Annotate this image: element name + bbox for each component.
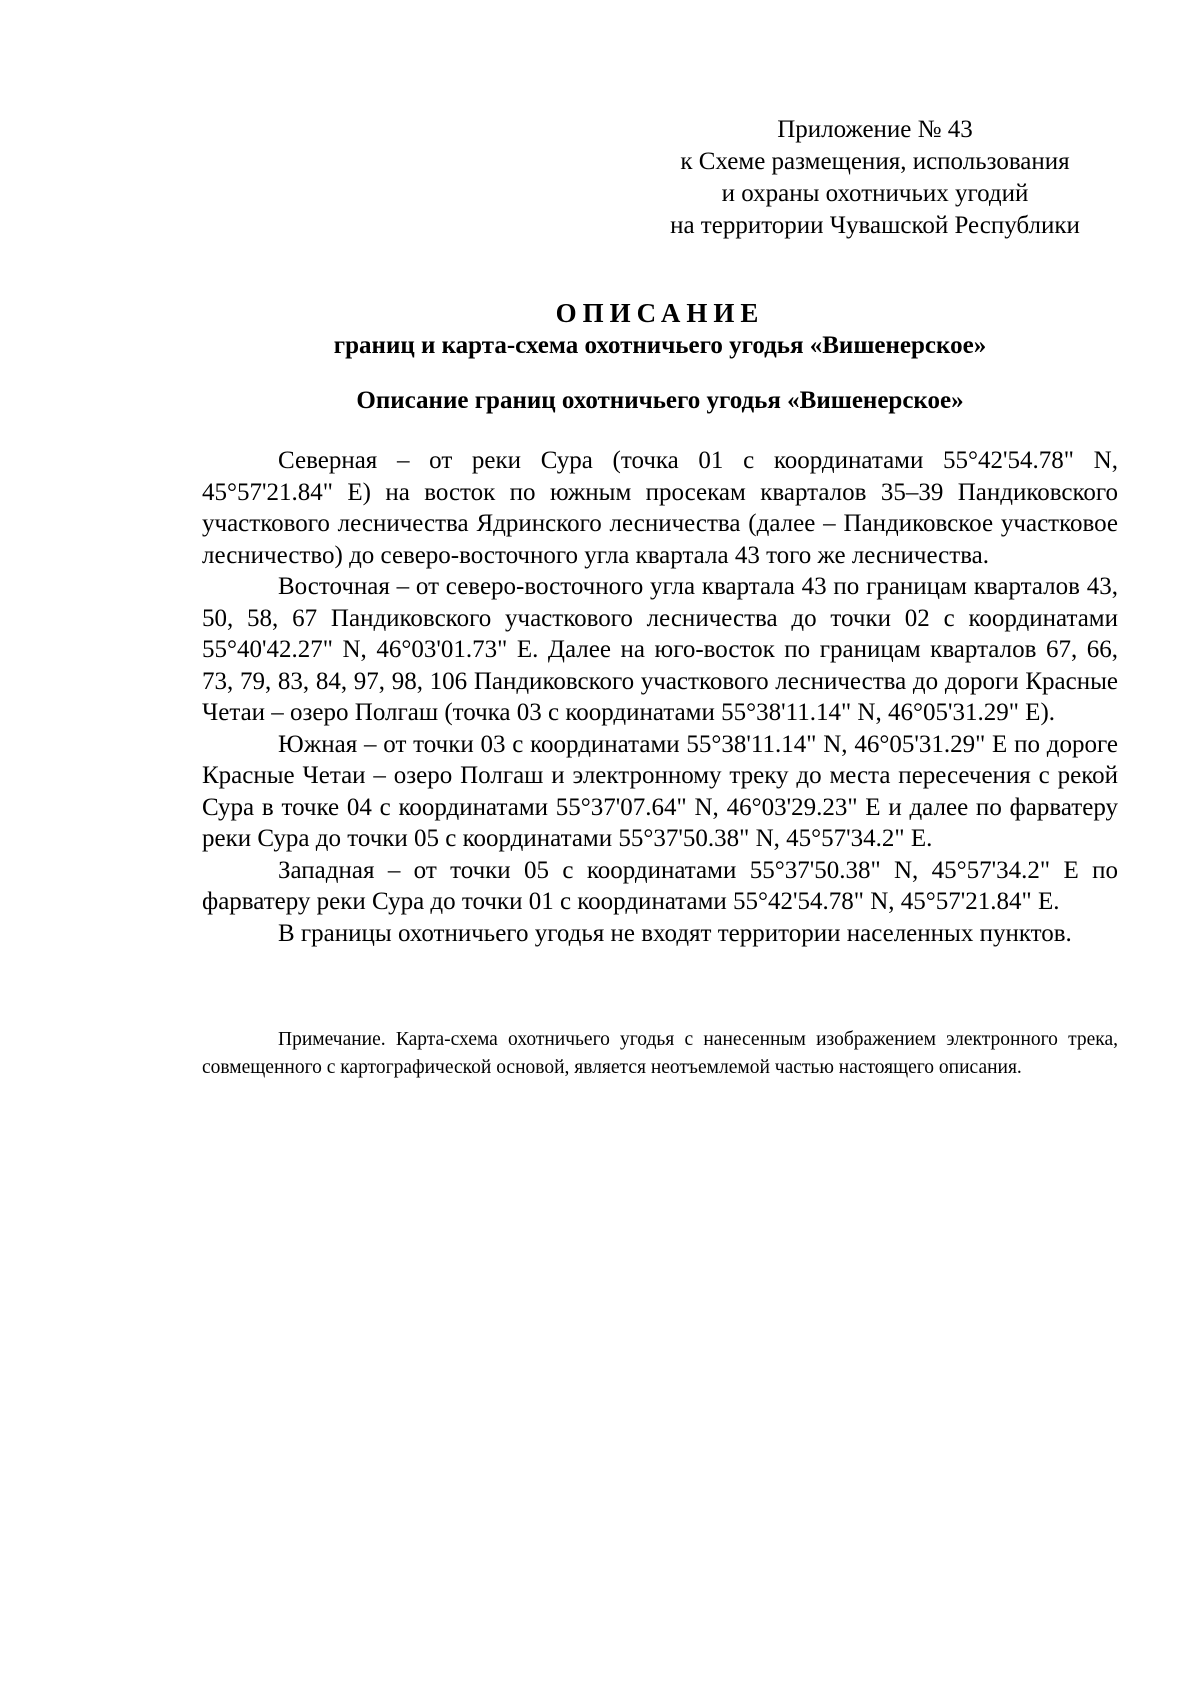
appendix-header [640,114,1110,242]
note [202,1026,1118,1082]
paragraph-exclusion: В границы охотничьего угодья не входят территории населенных пунктов. [278,919,1072,947]
paragraph-east: Восточная – от северо-восточного угла квартала 43 по границам кварталов 43, 50, 58, 67 Пандиковского участкового лесничества до точки 02 с координатами 55°40'42.27" N, 46°03'01.73" E. Далее на юго-восток по границам кварталов 67, 66, 73, 79, 83, 84, 97, 98, 106 Пандиковского участкового лесничества до дороги Красные Четаи – озеро Полгаш (точка 03 с координатами 55°38'11.14" N, 46°05'31.29" E). [202,573,1118,726]
paragraph-south: Южная – от точки 03 с координатами 55°38'11.14" N, 46°05'31.29" E по дороге Красные Четаи – озеро Полгаш и электронному треку до места пересечения с рекой Сура в точке 04 с координатами 55°37'07.64" N, 46°03'29.23" E и далее по фарватеру реки Сура до точки 05 с координатами 55°37'50.38" N, 45°57'34.2" E. [202,730,1118,852]
document-title: ОПИСАНИЕ [555,298,765,328]
paragraph-west: Западная – от точки 05 с координатами 55°37'50.38" N, 45°57'34.2" E по фарватеру реки Сура до точки 01 с координатами 55°42'54.78" N, 45°57'21.84" E. [202,856,1118,915]
appendix-line-territory: на территории Чувашской Республики [670,212,1080,239]
note-text: Примечание. Карта-схема охотничьего угодья с нанесенным изображением электронного трека, совмещенного с картографической основой, является неотъемлемой частью настоящего описания. [202,1029,1118,1078]
appendix-number: Приложение № 43 [777,116,973,143]
section-title: Описание границ охотничьего угодья «Вишенерское» [356,387,964,414]
document-subtitle: границ и карта-схема охотничьего угодья «Вишенерское» [333,332,987,359]
appendix-line-protection: и охраны охотничьих угодий [721,180,1029,207]
paragraph-north: Северная – от реки Сура (точка 01 с координатами 55°42'54.78" N, 45°57'21.84" E) на восток по южным просекам кварталов 35–39 Пандиковского участкового лесничества Ядринского лесничества (далее – Пандиковское участковое лесничество) до северо-восточного угла квартала 43 того же лесничества. [202,447,1118,569]
appendix-line-scheme: к Схеме размещения, использования [680,148,1070,175]
boundary-description [202,445,1118,949]
